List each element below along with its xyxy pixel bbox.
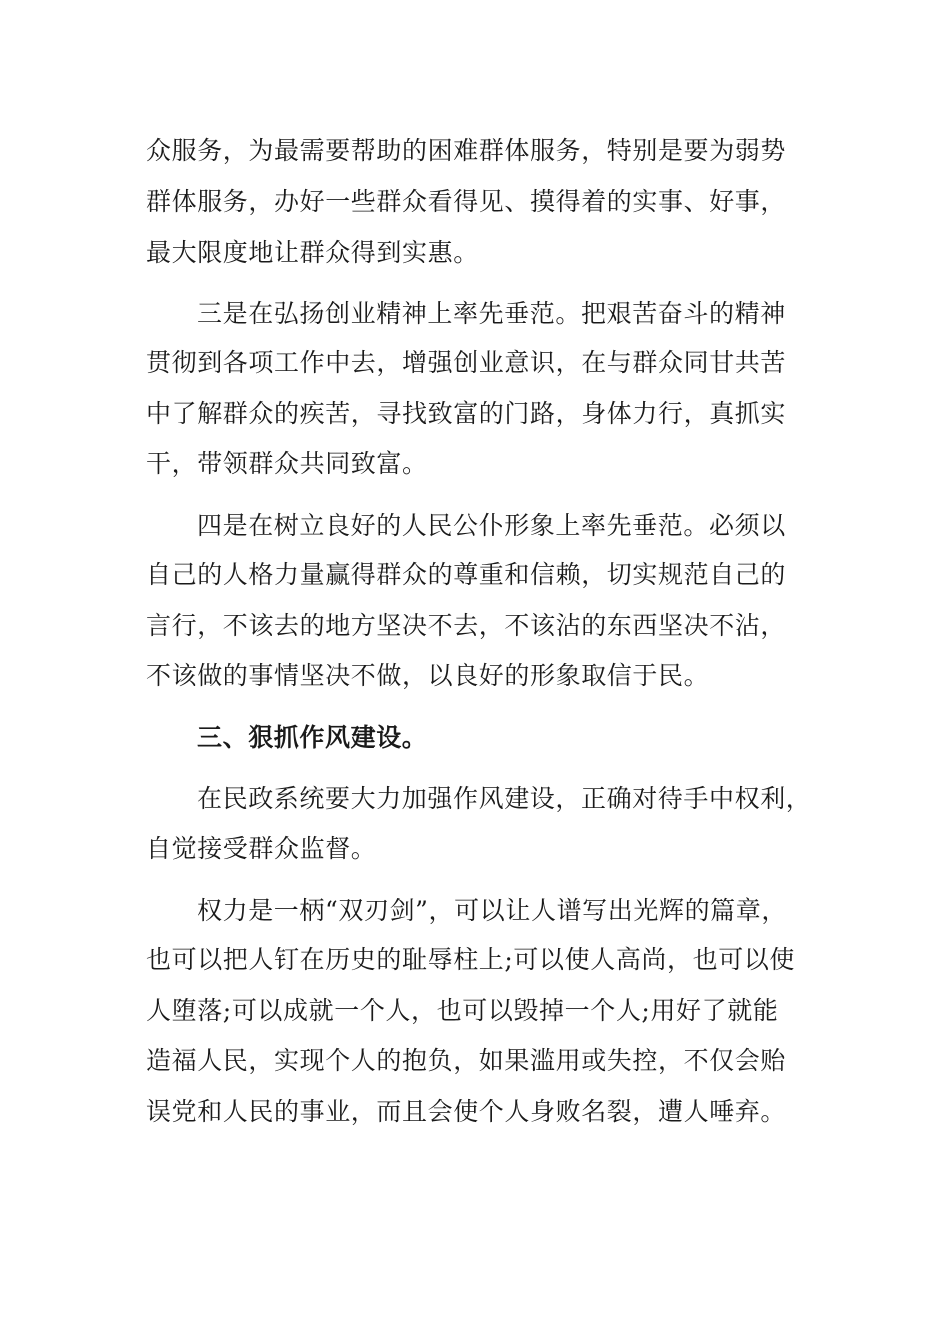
paragraph-5-line-4: 造福人民，实现个人的抱负，如果滥用或失控，不仅会贻 [146, 1046, 787, 1075]
paragraph-1-line-1: 众服务，为最需要帮助的困难群体服务，特别是要为弱势 [146, 136, 787, 165]
paragraph-1-line-2: 群体服务，办好一些群众看得见、摸得着的实事、好事， [146, 187, 787, 216]
paragraph-5-line-2: 也可以把人钉在历史的耻辱柱上;可以使人高尚，也可以使 [146, 945, 796, 974]
paragraph-2-line-2: 贯彻到各项工作中去，增强创业意识，在与群众同甘共苦 [146, 348, 787, 377]
section-heading: 三、狠抓作风建设。 [197, 723, 428, 752]
paragraph-3-line-1: 四是在树立良好的人民公仆形象上率先垂范。必须以 [197, 511, 786, 540]
paragraph-2-line-3: 中了解群众的疾苦，寻找致富的门路，身体力行，真抓实 [146, 399, 787, 428]
paragraph-1-line-3: 最大限度地让群众得到实惠。 [146, 238, 479, 267]
paragraph-3-line-3: 言行，不该去的地方坚决不去，不该沾的东西坚决不沾， [146, 611, 787, 640]
paragraph-3-line-4: 不该做的事情坚决不做，以良好的形象取信于民。 [146, 661, 710, 690]
paragraph-4-line-2: 自觉接受群众监督。 [146, 834, 377, 863]
paragraph-2-line-1: 三是在弘扬创业精神上率先垂范。把艰苦奋斗的精神 [197, 299, 786, 328]
paragraph-2-line-4: 干，带领群众共同致富。 [146, 449, 428, 478]
paragraph-5-line-3: 人堕落;可以成就一个人，也可以毁掉一个人;用好了就能 [146, 996, 779, 1025]
paragraph-3-line-2: 自己的人格力量赢得群众的尊重和信赖，切实规范自己的 [146, 560, 787, 589]
paragraph-5-line-1: 权力是一柄“双刃剑”，可以让人谱写出光辉的篇章， [197, 896, 787, 925]
paragraph-4-line-1: 在民政系统要大力加强作风建设，正确对待手中权利， [197, 784, 812, 813]
paragraph-5-line-5: 误党和人民的事业，而且会使个人身败名裂，遭人唾弃。 [146, 1097, 787, 1126]
